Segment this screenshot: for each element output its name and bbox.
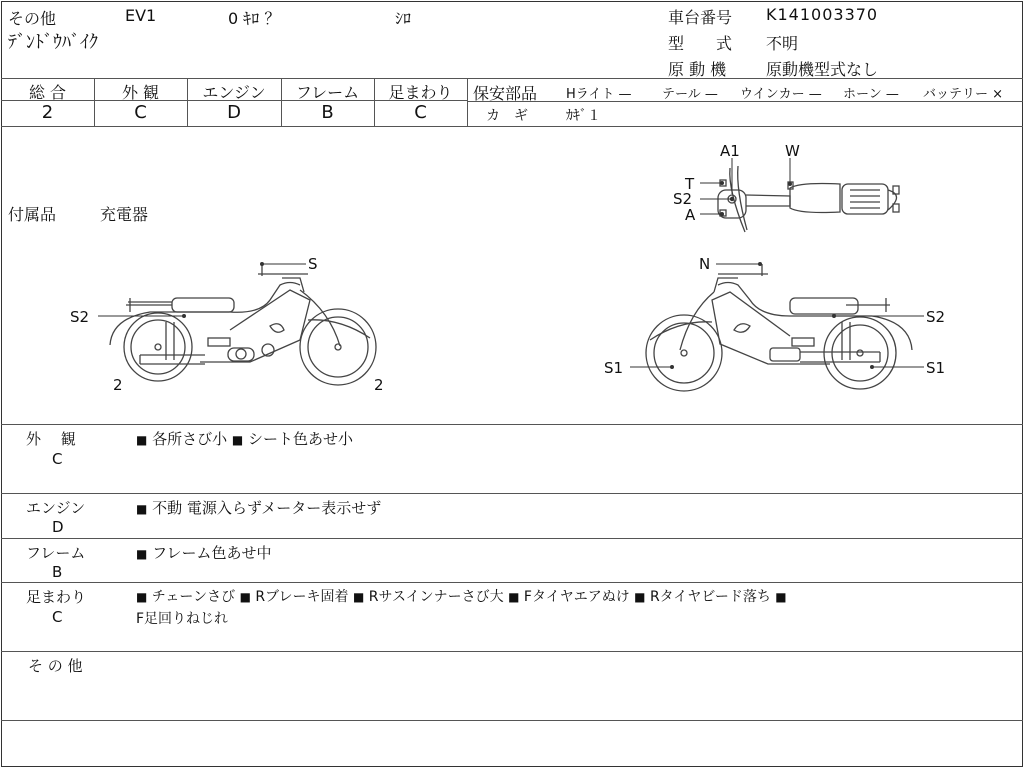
bullet-icon: ■ [352, 590, 365, 604]
grade-exterior-value: C [134, 102, 147, 123]
label-top-t: T [685, 175, 695, 193]
color: ｼﾛ [395, 9, 412, 28]
label-top-s2: S2 [673, 190, 693, 208]
label-left-rear-wheel: 2 [374, 376, 384, 394]
bullet-icon: ■ [136, 590, 148, 604]
safety-headlight: Hライト — [566, 87, 632, 102]
engine-label: 原 動 機 [668, 60, 727, 79]
bullet-icon: ■ [136, 502, 148, 516]
frame-no-label: 車台番号 [668, 8, 733, 27]
model-code: EV1 [125, 6, 157, 25]
grade-suspension-value: C [414, 102, 427, 123]
right-side-scooter [646, 264, 912, 391]
detail-item: フレーム色あせ中 [152, 544, 272, 562]
detail-exterior-grade: C [52, 450, 63, 468]
label-right-s1-rear: S1 [926, 359, 946, 377]
detail-item: シート色あせ小 [248, 430, 354, 448]
grade-suspension-label: 足まわり [388, 83, 453, 102]
left-side-scooter [110, 264, 376, 385]
category: その他 [8, 9, 57, 28]
grade-frame-value: B [321, 102, 334, 123]
safety-horn: ホーン — [843, 87, 899, 102]
label-top-w: W [785, 142, 800, 160]
grade-engine-value: D [227, 102, 241, 123]
label-right-s2: S2 [926, 308, 946, 326]
bullet-icon: ■ [136, 433, 148, 447]
detail-item: Rブレーキ固着 [255, 589, 349, 605]
detail-suspension-grade: C [52, 608, 63, 626]
mileage: 0 ｷﾛ ？ [228, 9, 281, 28]
grade-overall-label: 総 合 [28, 83, 67, 102]
bullet-icon: ■ [634, 590, 646, 604]
accessories-label: 付属品 [8, 205, 57, 224]
detail-frame-grade: B [52, 563, 63, 581]
key-label: カ ギ [486, 108, 528, 124]
detail-engine-label: エンジン [26, 499, 86, 517]
detail-frame-label: フレーム [26, 544, 86, 562]
vehicle-name: ﾃﾞﾝﾄﾞｳﾊﾞｲｸ [8, 32, 98, 53]
label-top-a: A [685, 206, 696, 224]
detail-item: 不動 電源入らずメーター表示せず [152, 499, 382, 517]
top-view-scooter [718, 166, 899, 232]
bullet-icon: ■ [239, 590, 251, 604]
label-right-s1-front: S1 [604, 359, 624, 377]
detail-item: Rタイヤビード落ち [649, 589, 771, 605]
label-top-a1: A1 [720, 142, 740, 160]
safety-label: 保安部品 [473, 84, 538, 103]
detail-other-label: そ の 他 [28, 657, 83, 675]
label-left-front-wheel: 2 [113, 376, 123, 394]
engine-type: 原動機型式なし [766, 60, 879, 79]
bullet-icon: ■ [136, 547, 148, 561]
detail-item: Fタイヤエアぬけ [523, 589, 630, 605]
grade-exterior-label: 外 観 [121, 83, 160, 102]
detail-exterior-label: 外 観 [26, 430, 76, 448]
bullet-icon: ■ [231, 433, 244, 447]
detail-suspension-label: 足まわり [26, 588, 87, 606]
detail-item: Rサスインナーさび大 [368, 589, 504, 605]
safety-battery: バッテリー × [923, 87, 1004, 102]
accessories-value: 充電器 [100, 205, 149, 224]
safety-turn-signal: ウインカー — [740, 87, 822, 102]
label-right-n: N [699, 255, 711, 273]
frame-no: K141003370 [766, 5, 879, 24]
grade-engine-label: エンジン [202, 83, 266, 102]
detail-item: 各所さび小 [152, 430, 228, 448]
detail-suspension-line2: F足回りねじれ [136, 611, 229, 627]
model-type: 不明 [766, 34, 799, 53]
detail-item: チェーンさび [151, 589, 236, 605]
grade-frame-label: フレーム [295, 83, 360, 102]
label-left-s: S [308, 255, 318, 273]
damage-diagram [0, 127, 1024, 424]
detail-engine-grade: D [52, 518, 64, 536]
label-left-s2: S2 [70, 308, 90, 326]
model-type-label: 型 式 [668, 34, 733, 53]
key-value: ｶｷﾞ１ [566, 108, 601, 124]
bullet-icon: ■ [775, 590, 787, 604]
safety-taillight: テール — [662, 87, 718, 102]
bullet-icon: ■ [508, 590, 520, 604]
grade-overall-value: 2 [41, 102, 54, 123]
